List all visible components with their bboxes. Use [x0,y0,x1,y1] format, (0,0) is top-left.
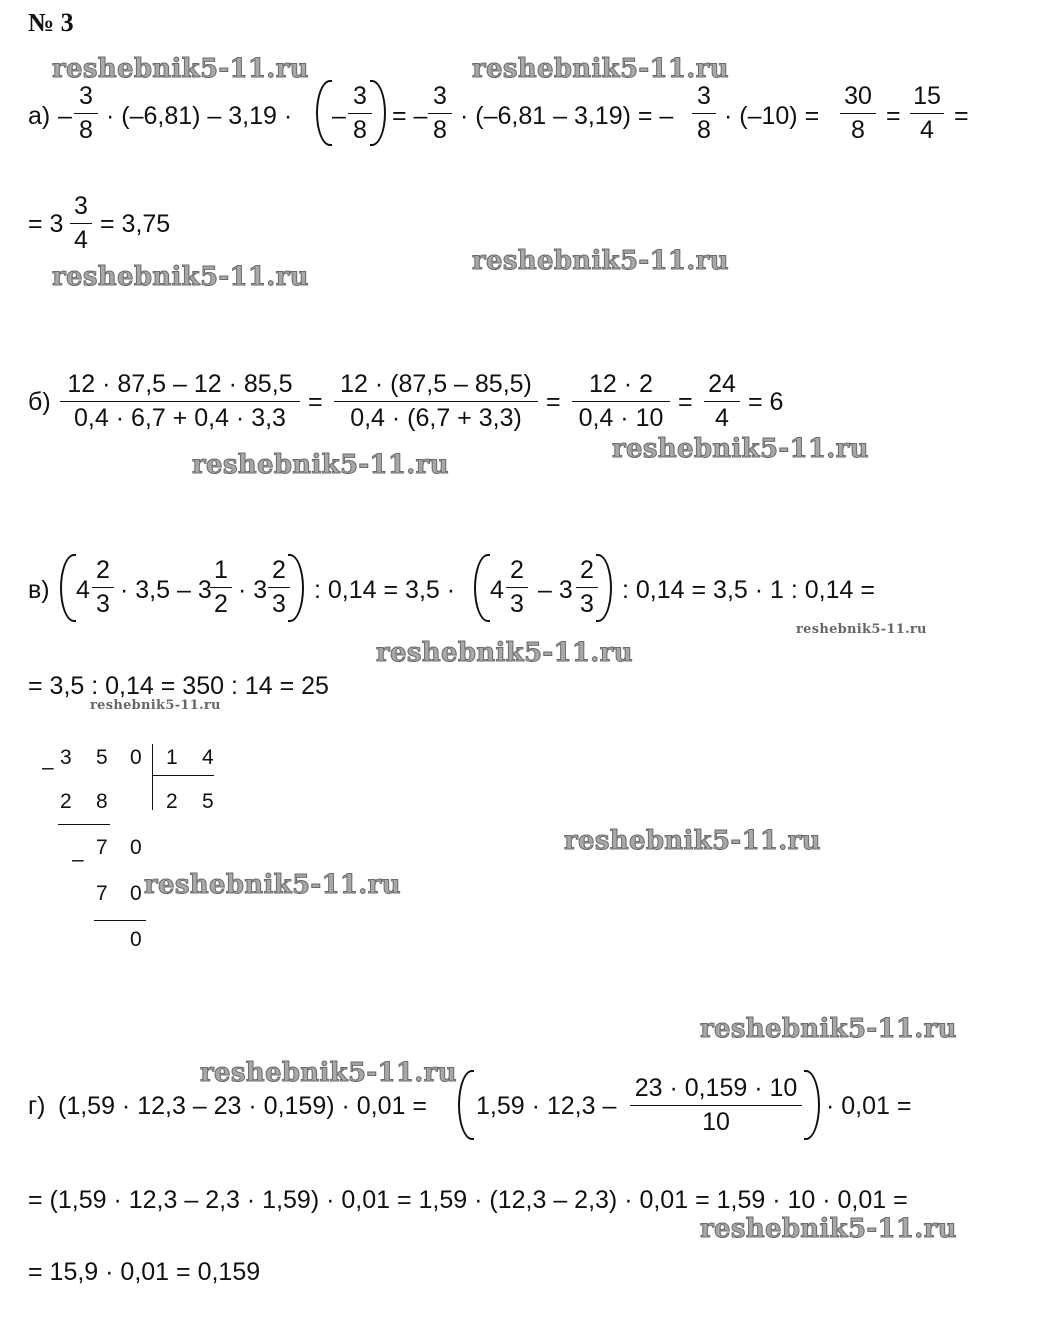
whole-number: 4 [76,576,90,604]
watermark: reshebnik5-11.ru [700,1014,957,1044]
expression-text: = 15,9 · 0,01 = 0,159 [28,1258,261,1286]
expression-text: · 3,5 – 3 [120,576,212,604]
expression-text: = (1,59 · 12,3 – 2,3 · 1,59) · 0,01 = 1,59 · (12,3 – 2,3) · 0,01 = 1,59 · 10 · 0,01 = [28,1186,908,1214]
fraction: 15 4 [910,84,944,143]
part-g-label: г) [28,1092,46,1120]
minus-sign: – [72,848,84,871]
expression-text: : 0,14 = 3,5 · 1 : 0,14 = [622,576,875,604]
part-b-label: б) [28,388,51,416]
watermark: reshebnik5-11.ru [564,826,821,856]
expression-text: – 3 [538,576,573,604]
fraction: 2 3 [576,558,598,617]
expression-text: · (–10) = [724,102,820,130]
minus-sign: – [58,102,72,130]
whole-number: 4 [490,576,504,604]
fraction: 23 · 0,159 · 10 10 [630,1076,802,1135]
expression-text: : 0,14 = 3,5 · [314,576,456,604]
quotient-digit: 2 [166,790,178,813]
page-title: № 3 [28,8,74,37]
watermark: reshebnik5-11.ru [52,262,309,292]
dividend-digit: 0 [130,746,142,769]
dividend-digit: 3 [60,746,72,769]
fraction: 12 · (87,5 – 85,5) 0,4 · (6,7 + 3,3) [334,372,538,431]
remainder-digit: 0 [130,928,142,951]
part-v-label: в) [28,576,50,604]
equals-sign: = [886,102,901,130]
left-paren [316,80,332,146]
watermark: reshebnik5-11.ru [192,450,449,480]
minus-sign: – [42,756,54,779]
equals-sign: = [954,102,969,130]
subtrahend-digit: 7 [96,882,108,905]
fraction: 3 8 [692,84,716,143]
watermark: reshebnik5-11.ru [700,1214,957,1244]
watermark: reshebnik5-11.ru [612,434,869,464]
division-underline [94,920,146,921]
equals-sign: = [546,388,561,416]
left-paren [60,554,76,622]
fraction: 3 8 [74,84,98,143]
expression-text: (1,59 · 12,3 – 23 · 0,159) · 0,01 = [58,1092,427,1120]
watermark: reshebnik5-11.ru [472,54,729,84]
left-paren [474,554,490,622]
watermark: reshebnik5-11.ru [796,622,927,637]
dividend-digit: 5 [96,746,108,769]
watermark: reshebnik5-11.ru [472,246,729,276]
part-a-label: а) [28,102,51,130]
expression-text: 1,59 · 12,3 – [476,1092,617,1120]
left-paren [458,1070,474,1140]
fraction: 3 8 [348,84,372,143]
divisor-digit: 1 [166,746,178,769]
division-bracket [152,744,153,810]
subtrahend-digit: 2 [60,790,72,813]
remainder-digit: 0 [130,836,142,859]
divisor-digit: 4 [202,746,214,769]
watermark: reshebnik5-11.ru [52,54,309,84]
fraction: 3 8 [428,84,452,143]
watermark: reshebnik5-11.ru [376,638,633,668]
quotient-digit: 5 [202,790,214,813]
fraction: 1 2 [210,558,232,617]
fraction: 12 · 2 0,4 · 10 [572,372,670,431]
expression-text: = 6 [748,388,784,416]
fraction: 30 8 [840,84,876,143]
expression-text: · 3 [238,576,268,604]
equals-sign: = [678,388,693,416]
expression-text: · (–6,81) – 3,19 · [106,102,293,130]
right-paren [804,1070,820,1140]
fraction: 3 4 [70,194,92,253]
expression-text: = 3,5 : 0,14 = 350 : 14 = 25 [28,672,329,700]
subtrahend-digit: 0 [130,882,142,905]
expression-text: · (–6,81 – 3,19) = – [460,102,674,130]
division-bracket [152,775,214,776]
fraction: 24 4 [704,372,740,431]
division-underline [58,824,110,825]
fraction: 2 3 [268,558,290,617]
fraction: 2 3 [92,558,114,617]
expression-text: = 3 [28,210,64,238]
watermark: reshebnik5-11.ru [200,1058,457,1088]
watermark: reshebnik5-11.ru [90,698,221,713]
watermark: reshebnik5-11.ru [144,870,401,900]
expression-text: · 0,01 = [826,1092,912,1120]
right-paren [370,80,386,146]
fraction: 2 3 [506,558,528,617]
expression-text: = 3,75 [100,210,171,238]
fraction: 12 · 87,5 – 12 · 85,5 0,4 · 6,7 + 0,4 · 3,3 [60,372,300,431]
equals-sign: = [308,388,323,416]
right-paren [596,554,612,622]
remainder-digit: 7 [96,836,108,859]
minus-sign: – [332,102,346,130]
right-paren [288,554,304,622]
subtrahend-digit: 8 [96,790,108,813]
expression-text: = – [392,102,428,130]
